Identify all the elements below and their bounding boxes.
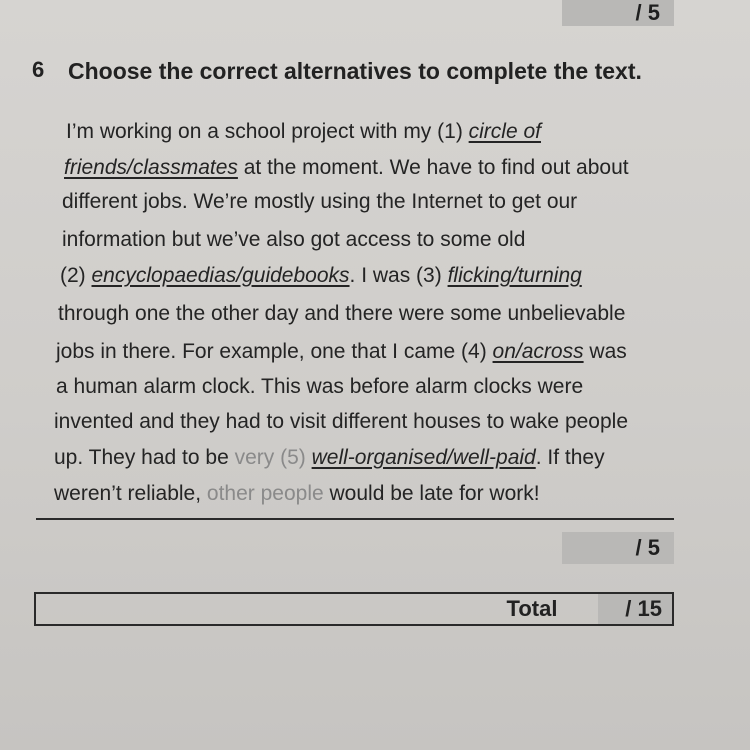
text: was: [583, 340, 627, 363]
passage-line-2: [64, 156, 629, 180]
divider-line: [36, 518, 674, 520]
total-score-box: [34, 592, 674, 626]
alternative-1b: friends/classmates: [64, 156, 238, 179]
score-text: / 5: [635, 0, 660, 25]
text: very (5): [234, 446, 312, 469]
section-score-box: [562, 532, 674, 564]
passage-line-4: information but we’ve also got access to some old: [62, 228, 526, 251]
passage-line-11: [54, 482, 540, 506]
text: . If they: [535, 446, 605, 469]
score-text: / 5: [635, 535, 660, 560]
alternative-4: on/across: [492, 340, 584, 363]
passage-line-6: through one the other day and there were some unbelievable: [58, 302, 626, 325]
total-score-text: / 15: [625, 596, 662, 621]
alternative-2: encyclopaedias/guidebooks: [91, 264, 350, 287]
passage-line-3: different jobs. We’re mostly using the Internet to get our: [62, 190, 578, 213]
text: (2): [60, 264, 92, 287]
text: jobs in there. For example, one that I came (4): [56, 340, 493, 363]
question-title: Choose the correct alternatives to complete the text.: [68, 58, 642, 84]
previous-section-score: [562, 0, 674, 26]
question-number: 6: [32, 57, 45, 82]
passage-line-9: invented and they had to visit different houses to wake people: [54, 410, 629, 433]
total-score-field: [598, 594, 672, 624]
text: I’m working on a school project with my (1): [66, 120, 469, 143]
passage-line-10: [54, 446, 605, 470]
passage-line-7: [56, 340, 627, 364]
alternative-5: well-organised/well-paid: [311, 446, 536, 469]
text: would be late for work!: [323, 482, 540, 505]
passage-line-5: [60, 264, 582, 288]
text: at the moment. We have to find out about: [237, 156, 629, 179]
text: other people: [206, 482, 324, 505]
alternative-3: flicking/turning: [447, 264, 582, 287]
total-label: Total: [506, 596, 558, 621]
passage-line-8: a human alarm clock. This was before alarm clocks were: [56, 375, 584, 398]
text: up. They had to be: [54, 446, 235, 469]
passage-line-1: [66, 120, 541, 144]
text: . I was (3): [349, 264, 448, 287]
alternative-1a: circle of: [468, 120, 541, 143]
text: weren’t reliable,: [54, 482, 207, 505]
